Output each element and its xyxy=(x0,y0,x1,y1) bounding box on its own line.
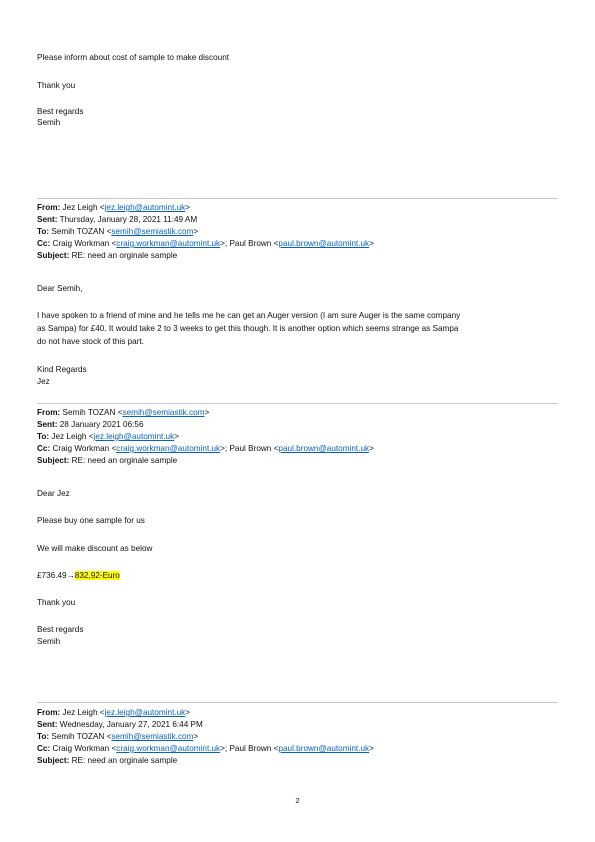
cc-name: Craig Workman < xyxy=(52,239,117,248)
sent-value: 28 January 2021 06:56 xyxy=(59,420,144,429)
email2-sent xyxy=(37,420,144,430)
email1-regards: Kind Regards xyxy=(37,365,87,374)
subject-value: RE: need an orginale sample xyxy=(71,251,178,260)
from-label: From: xyxy=(37,203,61,212)
email1-cc xyxy=(37,239,374,249)
to-label: To: xyxy=(37,227,50,236)
email3-cc xyxy=(37,744,374,754)
cc-mid: >; Paul Brown < xyxy=(220,744,279,753)
email2-to xyxy=(37,432,179,442)
from-name: Semih TOZAN < xyxy=(62,408,123,417)
email1-signature: Jez xyxy=(37,377,50,386)
sent-label: Sent: xyxy=(37,215,58,224)
subject-value: RE: need an orginale sample xyxy=(71,456,178,465)
from-end: > xyxy=(204,408,210,417)
email3-sent xyxy=(37,720,203,730)
from-name: Jez Leigh < xyxy=(62,203,105,212)
price-euro-highlight: 832,92-Euro xyxy=(74,571,120,580)
divider xyxy=(37,702,558,703)
sent-value: Thursday, January 28, 2021 11:49 AM xyxy=(59,215,198,224)
from-end: > xyxy=(185,203,191,212)
sent-value: Wednesday, January 27, 2021 6:44 PM xyxy=(59,720,203,729)
subject-label: Subject: xyxy=(37,456,70,465)
cc-email-link[interactable]: paul.brown@automint.uk xyxy=(278,444,370,453)
subject-label: Subject: xyxy=(37,251,70,260)
from-label: From: xyxy=(37,708,61,717)
to-email-link[interactable]: semih@semiastik.com xyxy=(111,732,194,741)
to-email-link[interactable]: jez.leigh@automint.uk xyxy=(93,432,175,441)
from-email-link[interactable]: jez.leigh@automint.uk xyxy=(104,203,186,212)
email2-price-line xyxy=(37,571,120,581)
price-gbp: £736.49 xyxy=(37,571,67,580)
email2-thanks: Thank you xyxy=(37,598,76,607)
from-label: From: xyxy=(37,408,61,417)
to-label: To: xyxy=(37,732,50,741)
email1-sent xyxy=(37,215,197,225)
email1-from xyxy=(37,203,190,213)
cc-mid: >; Paul Brown < xyxy=(220,444,279,453)
email1-greeting: Dear Semih, xyxy=(37,284,83,293)
email1-body-line: as Sampa) for £40. It would take 2 to 3 weeks to get this though. It is another option which seems strange as Sampa xyxy=(37,324,459,333)
cc-email-link[interactable]: craig.workman@automint.uk xyxy=(116,444,221,453)
divider xyxy=(37,403,558,404)
email3-from xyxy=(37,708,190,718)
cc-end: > xyxy=(369,744,374,753)
divider xyxy=(37,198,558,199)
cc-label: Cc: xyxy=(37,744,51,753)
subject-value: RE: need an orginale sample xyxy=(71,756,178,765)
email1-body-line: do not have stock of this part. xyxy=(37,337,144,346)
sent-label: Sent: xyxy=(37,720,58,729)
subject-label: Subject: xyxy=(37,756,70,765)
cc-label: Cc: xyxy=(37,444,51,453)
cc-label: Cc: xyxy=(37,239,51,248)
from-end: > xyxy=(185,708,191,717)
to-end: > xyxy=(193,227,199,236)
intro-regards: Best regards xyxy=(37,107,84,116)
to-name: Semih TOZAN < xyxy=(51,732,112,741)
email2-body-line: Please buy one sample for us xyxy=(37,516,145,525)
cc-email-link[interactable]: paul.brown@automint.uk xyxy=(278,239,370,248)
from-email-link[interactable]: jez.leigh@automint.uk xyxy=(104,708,186,717)
email2-cc xyxy=(37,444,374,454)
intro-line: Please inform about cost of sample to make discount xyxy=(37,53,230,62)
email1-to xyxy=(37,227,198,237)
arrow-icon: → xyxy=(66,571,75,580)
email2-subject xyxy=(37,456,177,466)
email3-subject xyxy=(37,756,177,766)
from-email-link[interactable]: semih@semiastik.com xyxy=(122,408,205,417)
to-label: To: xyxy=(37,432,50,441)
to-end: > xyxy=(193,732,199,741)
email3-to xyxy=(37,732,198,742)
from-name: Jez Leigh < xyxy=(62,708,105,717)
cc-name: Craig Workman < xyxy=(52,444,117,453)
cc-end: > xyxy=(369,239,374,248)
to-name: Semih TOZAN < xyxy=(51,227,112,236)
email2-greeting: Dear Jez xyxy=(37,489,70,498)
sent-label: Sent: xyxy=(37,420,58,429)
to-email-link[interactable]: semih@semiastik.com xyxy=(111,227,194,236)
email1-body-line: I have spoken to a friend of mine and he tells me he can get an Auger version (I am sure Auger is the same company xyxy=(37,311,461,320)
email2-signature: Semih xyxy=(37,637,61,646)
email1-subject xyxy=(37,251,177,261)
intro-signature: Semih xyxy=(37,118,61,127)
cc-email-link[interactable]: paul.brown@automint.uk xyxy=(278,744,370,753)
cc-name: Craig Workman < xyxy=(52,744,117,753)
intro-thanks: Thank you xyxy=(37,81,76,90)
cc-end: > xyxy=(369,444,374,453)
email2-regards: Best regards xyxy=(37,625,84,634)
to-name: Jez Leigh < xyxy=(51,432,94,441)
to-end: > xyxy=(174,432,179,441)
page-number: 2 xyxy=(295,796,300,805)
cc-email-link[interactable]: craig.workman@automint.uk xyxy=(116,744,221,753)
cc-mid: >; Paul Brown < xyxy=(220,239,279,248)
email2-from xyxy=(37,408,209,418)
cc-email-link[interactable]: craig.workman@automint.uk xyxy=(116,239,221,248)
email2-body-line: We will make discount as below xyxy=(37,544,153,553)
